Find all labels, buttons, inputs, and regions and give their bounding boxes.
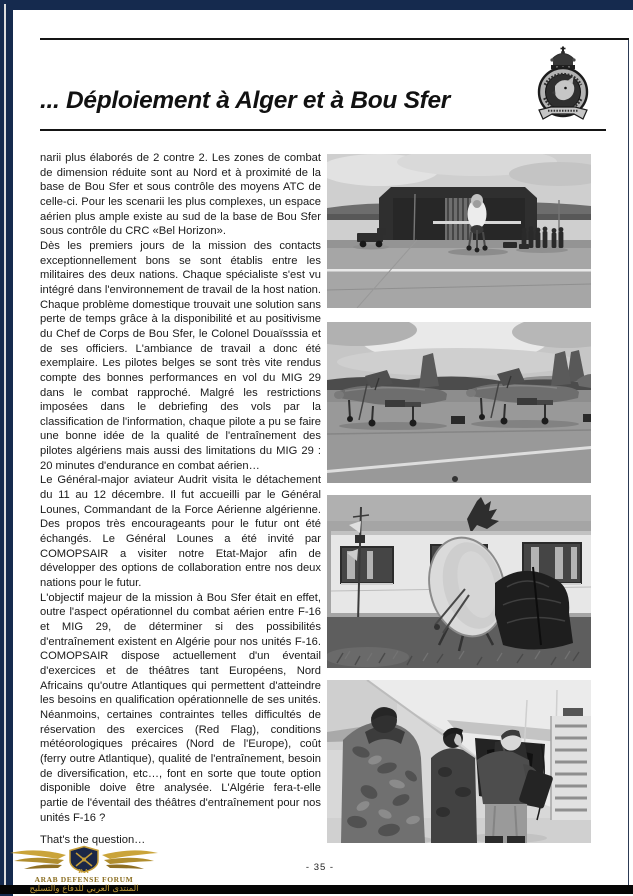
page-edge-line: [4, 4, 6, 892]
watermark-arabic-text: المنتدى العربي للدفاع والتسليح: [29, 883, 139, 894]
scan-border-left: [0, 0, 13, 896]
paragraph: Le Général-major aviateur Audrit visita le détachement du 11 au 12 décembre. Il fut accueilli par le Général Lounes, Commandant de la Force Aérienne algérienne. Des propos très encourageants pour le futur ont été échangés. Le Général Lounes a été invité par COMOPSAIR a visiter notre Etat-Major afin de développer des options de collaboration entre nos deux nations pour le futur.: [40, 474, 321, 590]
paragraph: narii plus élaborés de 2 contre 2. Les zones de combat de dimension réduite sont au Nord et à proximité de la base de Bou Sfer et sous contrôle des moyens ATC de celle-ci. Pour les scenarii les plus complexes, un espace aérien plus ample existe au sud de la base de Bou Sfer sous contrôle du CRC «Bel Horizon».: [40, 152, 321, 238]
title-rule-bottom: [40, 129, 606, 131]
photo-maintenance-crew: [327, 680, 591, 843]
paragraph: L'objectif majeur de la mission à Bou Sfer était en effet, outre l'aspect opérationnel du combat aérien entre F-16 et MIG 29, de déterminer si des possibilités d'entraînement existent en Algérie pour nos unités F-16. COMOPSAIR dispose actuellement d'un éventail d'exercices et de théâtres tant Européens, Nord Africains qu'outre Atlantiques qui permettent d'atteindre les besoins en qualification opérationnelle de ses unités. Néanmoins, certaines contraintes telles difficultés de réservation des exercices (Red Flag), conditions météorologiques précaires (Nord de l'Europe), coût (ferry outre Atlantique), qualité de l'entraînement, besoin de diversification, etc…, font en sorte que toute option disponible doive être analysée. L'Algérie fera-t-elle partie de l'éventail des théâtres d'entraînement pour nos unités F-16 ?: [40, 591, 321, 824]
watermark-name: ARAB DEFENSE FORUM: [34, 875, 134, 884]
title-rule-top: [40, 38, 629, 40]
photo-f16-hangar: [327, 154, 591, 308]
photo-jets-flightline: [327, 322, 591, 483]
page-right-edge-line: [628, 38, 630, 886]
paragraph: Dès les premiers jours de la mission des contacts exceptionnellement bons se sont établis entre les militaires des deux nations. Chaque spécialiste s'est vu intégré dans l'environnement de travail de la host nation. Chaque problème domestique trouvait une solution sans perte de temps grâce à la disponibilité et au positivisme du Chef de Corps de Bou Sfer, le Colonel Douaïsssia et de ses officiers. L'ambiance de travail a donc été exemplaire. Les pilotes belges se sont très vite rendus compte des bonnes performances en vol du MIG 29 dans le combat rapproché. Malgré les restrictions imposées dans le debriefing des vols par la classification de l'information, chaque pilote a pu se faire une bonne idée de la qualité de l'entraînement des pilotes algériens mais aussi des limitations du MIG 29 : 20 minutes d'endurance en combat aérien…: [40, 239, 321, 472]
watermark-monogram: DA: [78, 868, 90, 875]
page-number: - 35 -: [305, 862, 335, 873]
scan-border-top: [0, 0, 633, 10]
paragraph-closing: That's the question…: [40, 834, 146, 847]
squadron-crest-icon: [527, 46, 599, 126]
article-text: [40, 151, 321, 848]
photo-satellite-dish: [327, 495, 591, 668]
page-title: ... Déploiement à Alger et à Bou Sfer: [40, 87, 451, 115]
